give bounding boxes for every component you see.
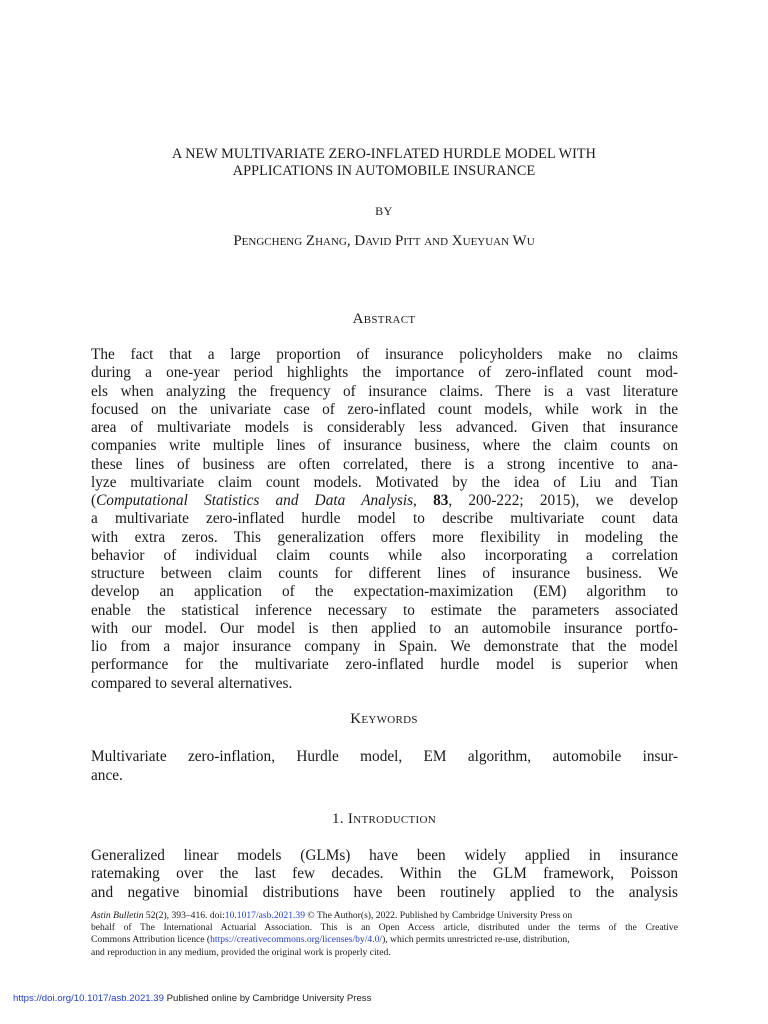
- intro-line: ratemaking over the last few decades. Within the GLM framework, Poisson: [91, 865, 678, 883]
- footnote-line: and reproduction in any medium, provided the original work is properly cited.: [91, 946, 391, 958]
- keywords-heading: Keywords: [350, 711, 418, 727]
- footnote-copyright: © The Author(s), 2022. Published by Cambridge University Press on: [305, 910, 573, 921]
- footnote-line: [91, 934, 678, 946]
- author-list: Pengcheng Zhang, David Pitt and Xueyuan Wu: [233, 233, 535, 249]
- paper-title: [0, 146, 768, 180]
- abstract-line: a multivariate zero-inflated hurdle model to describe multivariate count data: [91, 510, 678, 528]
- keywords-line: Multivariate zero-inflation, Hurdle model, EM algorithm, automobile insur-: [91, 748, 678, 765]
- keywords-body: [91, 747, 678, 785]
- abstract-line: lio from a major insurance company in Spain. We demonstrate that the model: [91, 638, 678, 655]
- introduction-heading: 1. Introduction: [332, 811, 436, 827]
- citation-rest: , 200-222; 2015), we develop: [448, 492, 678, 509]
- abstract-line: area of multivariate models is considerably less advanced. Given that insurance: [91, 419, 678, 436]
- abstract-heading: Abstract: [352, 311, 416, 327]
- abstract-line: with our model. Our model is then applied to an automobile insurance portfo-: [91, 619, 678, 637]
- footnote-line: behalf of The International Actuarial Association. This is an Open Access article, distributed under the terms of the Creative: [91, 922, 678, 934]
- by-label: BY: [375, 204, 393, 218]
- copyright-footnote: [91, 910, 678, 959]
- abstract-line: behavior of individual claim counts while also incorporating a correlation: [91, 546, 678, 564]
- journal-name: Computational Statistics and Data Analysis: [96, 492, 414, 509]
- abstract-line: companies write multiple lines of insurance business, where the claim counts on: [91, 437, 678, 455]
- footnote-journal: Astin Bulletin: [91, 910, 144, 921]
- publisher-text: Published online by Cambridge University Press: [163, 993, 372, 1004]
- abstract-line: performance for the multivariate zero-inflated hurdle model is superior when: [91, 656, 678, 674]
- abstract-line: lyze multivariate claim count models. Motivated by the idea of Liu and Tian: [91, 473, 678, 491]
- abstract-line: develop an application of the expectation-maximization (EM) algorithm to: [91, 583, 678, 601]
- abstract-body: [91, 346, 678, 693]
- doi-url-link[interactable]: https://doi.org/10.1017/asb.2021.39: [13, 993, 164, 1004]
- intro-line: Generalized linear models (GLMs) have been widely applied in insurance: [91, 847, 678, 864]
- keywords-line: ance.: [91, 767, 123, 784]
- abstract-line: els when analyzing the frequency of insurance claims. There is a vast literature: [91, 382, 678, 400]
- abstract-line: enable the statistical inference necessary to estimate the parameters associated: [91, 601, 678, 619]
- footnote-line: [91, 910, 678, 922]
- doi-link[interactable]: 10.1017/asb.2021.39: [224, 910, 305, 921]
- abstract-line: with extra zeros. This generalization offers more flexibility in modeling the: [91, 528, 678, 546]
- abstract-line: focused on the univariate case of zero-inflated count models, while work in the: [91, 400, 678, 418]
- abstract-line-citation: [91, 492, 678, 510]
- title-line-2: APPLICATIONS IN AUTOMOBILE INSURANCE: [232, 163, 536, 179]
- publisher-bar: [13, 993, 371, 1004]
- citation-comma: ,: [413, 492, 434, 509]
- introduction-body: [91, 847, 678, 902]
- abstract-line: compared to several alternatives.: [91, 674, 293, 692]
- license-link[interactable]: https://creativecommons.org/licenses/by/4.0/: [210, 934, 383, 946]
- title-line-1: A NEW MULTIVARIATE ZERO-INFLATED HURDLE MODEL WITH: [171, 146, 596, 162]
- intro-line: and negative binomial distributions have been routinely applied to the analysis: [91, 883, 678, 901]
- paren-open: (: [91, 492, 97, 509]
- footnote-license-prefix: Commons Attribution licence (: [91, 934, 211, 946]
- abstract-line: The fact that a large proportion of insurance policyholders make no claims: [91, 346, 678, 363]
- footnote-license-suffix: ), which permits unrestricted re-use, distribution,: [382, 934, 570, 946]
- journal-volume: 83: [433, 492, 449, 509]
- abstract-line: structure between claim counts for different lines of insurance business. We: [91, 565, 678, 582]
- abstract-line: during a one-year period highlights the importance of zero-inflated count mod-: [91, 364, 678, 382]
- abstract-line: these lines of business are often correlated, there is a strong incentive to ana-: [91, 455, 678, 473]
- footnote-citation: 52(2), 393–416. doi:: [143, 910, 225, 921]
